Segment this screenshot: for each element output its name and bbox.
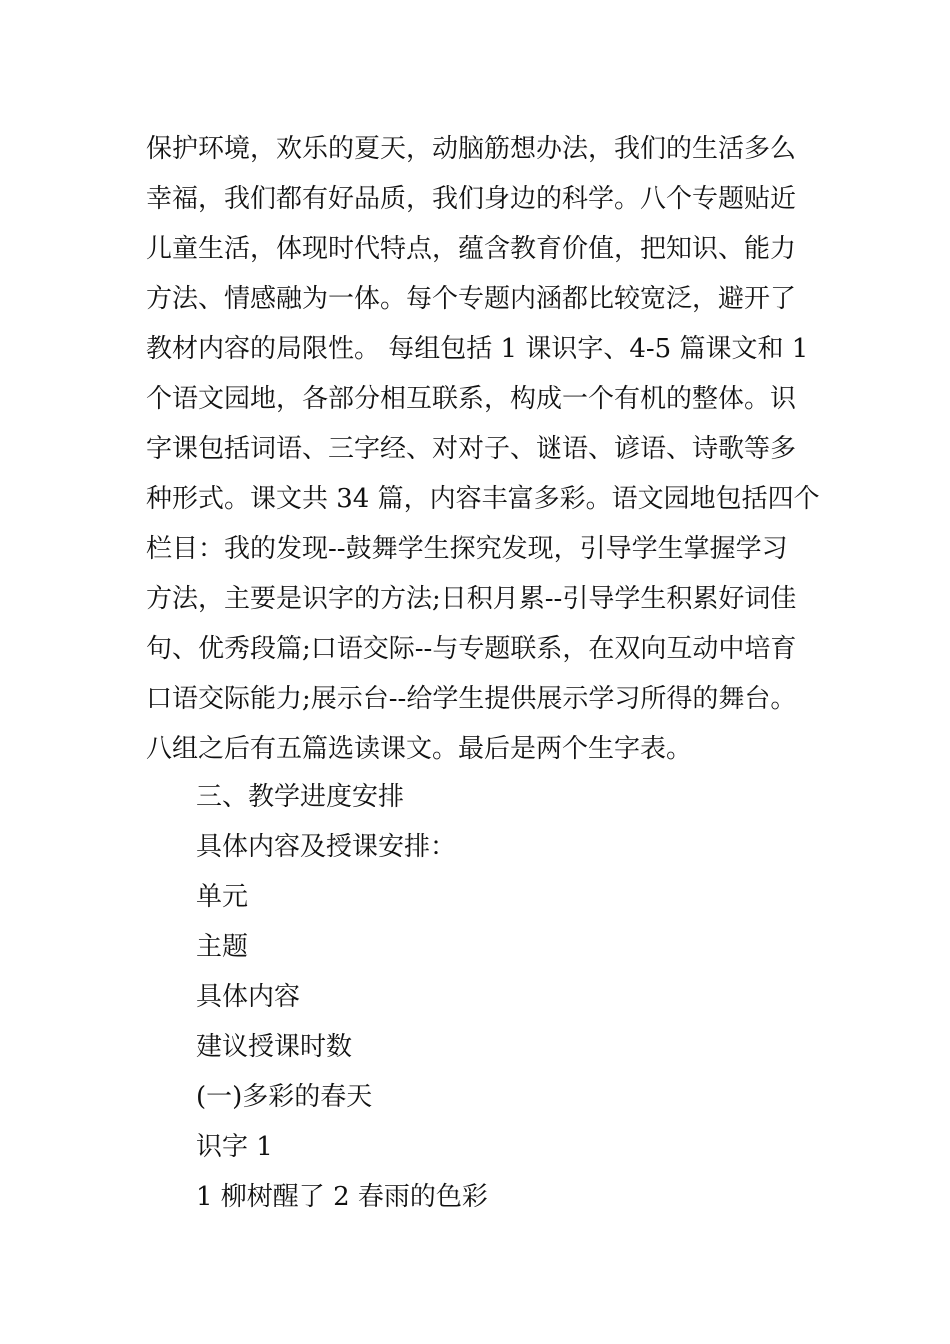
- unit-title: (一)多彩的春天: [196, 1082, 373, 1112]
- table-header-theme: 主题: [196, 932, 249, 962]
- paragraph-line: 保护环境，欢乐的夏天，动脑筋想办法，我们的生活多么: [146, 134, 797, 164]
- paragraph-line: 个语文园地，各部分相互联系，构成一个有机的整体。识: [146, 384, 797, 414]
- section-heading: 三、教学进度安排: [196, 782, 405, 812]
- paragraph-line: 方法，主要是识字的方法;日积月累--引导学生积累好词佳: [146, 584, 797, 614]
- paragraph-line: 儿童生活，体现时代特点，蕴含教育价值，把知识、能力: [146, 234, 797, 264]
- paragraph-line: 种形式。课文共 34 篇，内容丰富多彩。语文园地包括四个: [146, 484, 820, 514]
- table-header-hours: 建议授课时数: [196, 1032, 353, 1062]
- paragraph-line: 方法、情感融为一体。每个专题内涵都比较宽泛，避开了: [146, 284, 797, 314]
- table-header-content: 具体内容: [196, 982, 301, 1012]
- unit-item: 识字 1: [196, 1132, 273, 1162]
- paragraph-line: 栏目：我的发现--鼓舞学生探究发现，引导学生掌握学习: [146, 534, 788, 564]
- paragraph-line: 句、优秀段篇;口语交际--与专题联系，在双向互动中培育: [146, 634, 797, 664]
- content-intro: 具体内容及授课安排：: [196, 832, 457, 862]
- paragraph-line: 八组之后有五篇选读课文。最后是两个生字表。: [146, 734, 693, 764]
- paragraph-line: 教材内容的局限性。 每组包括 1 课识字、4-5 篇课文和 1: [146, 334, 809, 364]
- paragraph-line: 字课包括词语、三字经、对对子、谜语、谚语、诗歌等多: [146, 434, 797, 464]
- lesson-list: 1 柳树醒了 2 春雨的色彩: [196, 1182, 488, 1212]
- paragraph-line: 口语交际能力;展示台--给学生提供展示学习所得的舞台。: [146, 684, 797, 714]
- paragraph-line: 幸福，我们都有好品质，我们身边的科学。八个专题贴近: [146, 184, 797, 214]
- table-header-unit: 单元: [196, 882, 249, 912]
